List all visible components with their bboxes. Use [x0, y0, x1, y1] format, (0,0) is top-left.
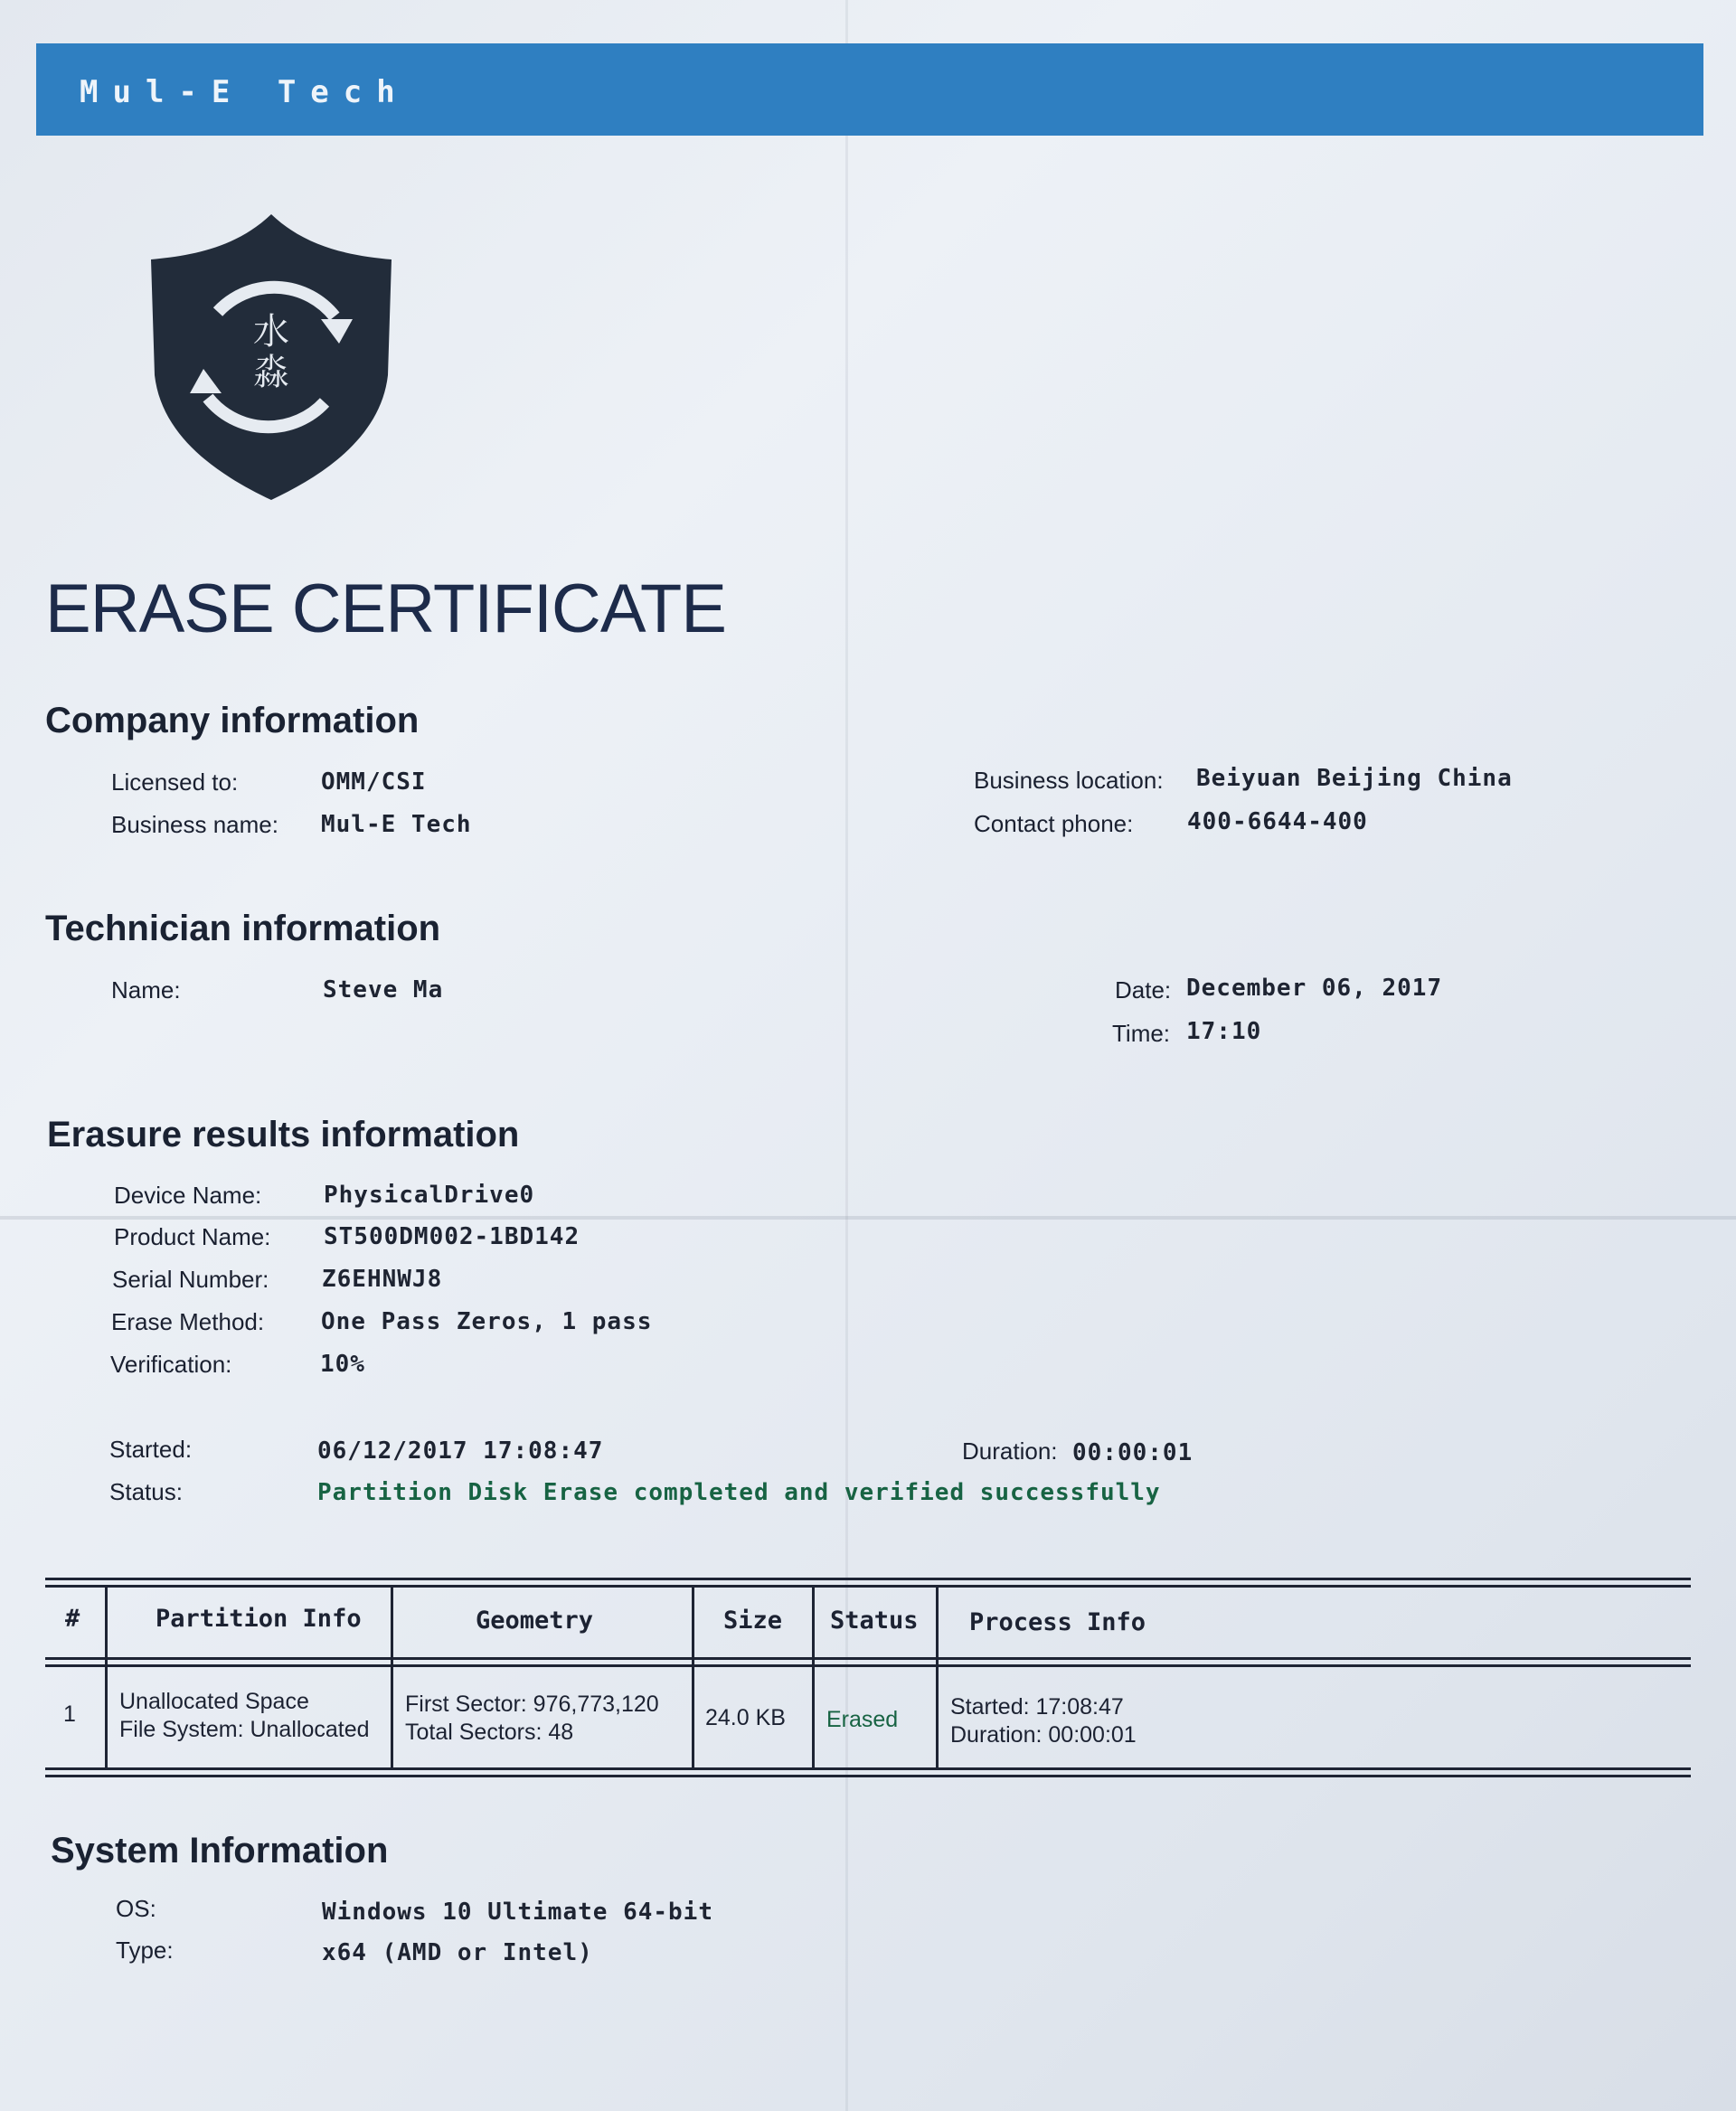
business-location-value: Beiyuan Beijing China: [1196, 765, 1513, 792]
process-line: Duration: 00:00:01: [950, 1722, 1137, 1748]
row-process-info: [950, 1693, 1137, 1749]
geometry-line: First Sector: 976,773,120: [405, 1692, 659, 1717]
row-num: 1: [63, 1701, 76, 1727]
duration-label: Duration:: [962, 1437, 1058, 1465]
started-value: 06/12/2017 17:08:47: [317, 1437, 604, 1465]
shield-logo-icon: [149, 212, 393, 502]
system-heading: System Information: [51, 1831, 389, 1871]
table-rule-mid-2: [45, 1664, 1691, 1667]
os-value: Windows 10 Ultimate 64-bit: [322, 1899, 713, 1926]
erase-method-label: Erase Method:: [111, 1308, 265, 1335]
paper-fold-vertical: [845, 0, 848, 2111]
company-heading: Company information: [45, 701, 420, 740]
row-status: Erased: [826, 1707, 899, 1732]
serial-number-value: Z6EHNWJ8: [322, 1266, 443, 1293]
erase-method-value: One Pass Zeros, 1 pass: [321, 1308, 653, 1335]
time-value: 17:10: [1186, 1018, 1262, 1045]
type-value: x64 (AMD or Intel): [322, 1939, 593, 1966]
product-name-label: Product Name:: [114, 1223, 271, 1250]
technician-heading: Technician information: [45, 909, 441, 948]
verification-value: 10%: [320, 1351, 365, 1378]
contact-phone-value: 400-6644-400: [1187, 808, 1368, 835]
certificate-title: ERASE CERTIFICATE: [45, 570, 726, 647]
device-name-label: Device Name:: [114, 1182, 262, 1209]
logo-glyph-top: 水: [253, 311, 289, 353]
table-rule-top: [45, 1578, 1691, 1580]
header-banner: [36, 43, 1703, 136]
row-partition-info: [119, 1688, 370, 1744]
col-divider: [105, 1585, 108, 1770]
technician-name-label: Name:: [111, 976, 181, 1004]
col-divider: [391, 1585, 393, 1770]
col-divider: [692, 1585, 694, 1770]
header-num: #: [65, 1605, 80, 1633]
type-label: Type:: [116, 1937, 174, 1964]
table-rule-bottom-2: [45, 1775, 1691, 1777]
brand-name: Mul-E Tech: [80, 74, 410, 110]
partition-line: File System: Unallocated: [119, 1717, 370, 1742]
date-value: December 06, 2017: [1186, 975, 1443, 1002]
table-rule-top-2: [45, 1585, 1691, 1588]
started-label: Started:: [109, 1436, 193, 1463]
partition-table: [45, 1578, 1691, 1781]
product-name-value: ST500DM002-1BD142: [324, 1223, 580, 1250]
header-geometry: Geometry: [476, 1607, 594, 1635]
row-size: 24.0 KB: [705, 1705, 786, 1730]
verification-label: Verification:: [110, 1351, 232, 1378]
serial-number-label: Serial Number:: [112, 1266, 269, 1293]
col-divider: [812, 1585, 815, 1770]
licensed-to-value: OMM/CSI: [321, 768, 427, 796]
business-name-label: Business name:: [111, 811, 278, 838]
contact-phone-label: Contact phone:: [974, 810, 1134, 837]
logo-glyph-bottom: 淼: [253, 352, 289, 393]
erasure-heading: Erasure results information: [47, 1115, 520, 1154]
geometry-line: Total Sectors: 48: [405, 1720, 574, 1745]
time-label: Time:: [1112, 1020, 1171, 1047]
status-label: Status:: [109, 1478, 183, 1505]
business-location-label: Business location:: [974, 767, 1164, 794]
table-rule-mid: [45, 1657, 1691, 1660]
header-status: Status: [830, 1607, 919, 1635]
os-label: OS:: [116, 1895, 156, 1922]
header-size: Size: [723, 1607, 783, 1635]
device-name-value: PhysicalDrive0: [324, 1182, 535, 1209]
col-divider: [936, 1585, 939, 1770]
header-process-info: Process Info: [969, 1608, 1146, 1636]
partition-line: Unallocated Space: [119, 1689, 309, 1714]
business-name-value: Mul-E Tech: [321, 811, 472, 838]
paper-fold-horizontal: [0, 1216, 1736, 1220]
technician-name-value: Steve Ma: [323, 976, 444, 1004]
date-label: Date:: [1115, 976, 1172, 1004]
header-partition-info: Partition Info: [156, 1605, 362, 1633]
duration-value: 00:00:01: [1072, 1439, 1194, 1466]
licensed-to-label: Licensed to:: [111, 768, 239, 796]
process-line: Started: 17:08:47: [950, 1694, 1124, 1720]
row-geometry: [405, 1691, 659, 1747]
table-rule-bottom: [45, 1767, 1691, 1770]
status-value: Partition Disk Erase completed and verified successfully: [317, 1479, 1161, 1506]
